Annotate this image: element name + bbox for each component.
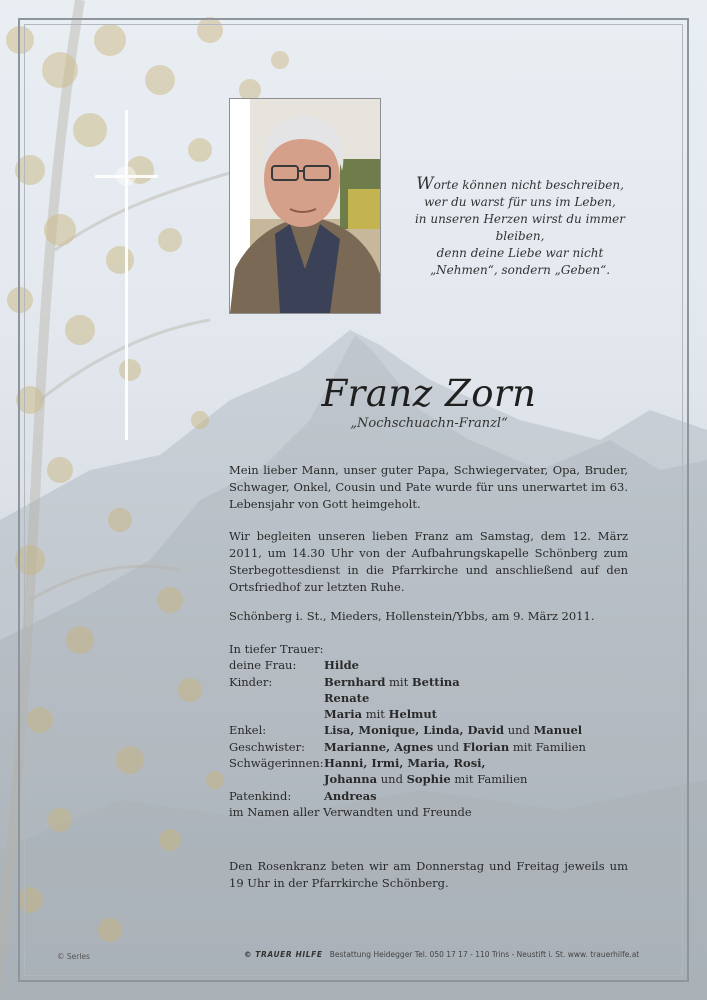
sibling-last: Florian (462, 739, 510, 754)
and-1: und (507, 723, 530, 738)
siblings-label: Geschwister: (229, 739, 305, 754)
mourners-list (229, 641, 628, 820)
inlaws-label: Schwägerinnen: (229, 756, 324, 771)
quote-line-1 (392, 176, 648, 194)
funeral-paragraph: Wir begleiten unseren lieben Franz am Samstag, dem 12. März 2011, um 14.30 Uhr von der Aufbahrungskapelle Schönberg zum Sterbegottesdienst in die Pfarrkirche und anschließend auf den Ortsfriedhof zur letzten Ruhe. (229, 529, 628, 594)
and-3: und (380, 772, 403, 787)
godchild-label: Patenkind: (229, 788, 292, 803)
quote-line-3: in unseren Herzen wirst du immer bleiben, (414, 212, 626, 243)
mourner-row-siblings (229, 739, 628, 755)
announcement-paragraph: Mein lieber Mann, unser guter Papa, Schwiegervater, Opa, Bruder, Schwager, Onkel, Cousin und Pate wurde für uns unerwartet im 63. Lebensjahr von Gott heimgeholt. (229, 463, 628, 511)
child-1: Bernhard (324, 674, 386, 689)
with-1: mit (389, 674, 409, 689)
quote-line-2: wer du warst für uns im Leben, (424, 195, 616, 209)
child-2: Renate (324, 690, 370, 705)
wife-name: Hilde (324, 658, 359, 673)
mourner-row-wife (229, 657, 628, 673)
rosary-paragraph: Den Rosenkranz beten wir am Donnerstag und Freitag jeweils um 19 Uhr in der Pfarrkirche Schönberg. (229, 859, 628, 890)
undertaker-contact: Bestattung Heidegger Tel. 050 17 17 - 110 Trins - Neustift i. St. www. trauerhilfe.at (329, 950, 640, 959)
families-1: mit Familien (512, 739, 586, 754)
footer-info-line (244, 950, 639, 959)
deceased-name: Franz Zorn (321, 372, 537, 415)
inlaws-names-2: Johanna (324, 772, 378, 787)
grandchild-last: Manuel (533, 723, 583, 738)
with-2: mit (365, 707, 385, 722)
mourners-closing: im Namen aller Verwandten und Freunde (229, 804, 472, 819)
inlaws-names-3: Sophie (406, 772, 451, 787)
siblings-names: Marianne, Agnes (324, 739, 434, 754)
and-2: und (436, 739, 460, 754)
photo-credit: © Serles (57, 952, 90, 961)
mourner-row-inlaws-2 (229, 771, 628, 787)
children-label: Kinder: (229, 674, 273, 689)
quote-line-5: „Nehmen“, sondern „Geben“. (429, 263, 611, 277)
mourner-row-children (229, 674, 628, 690)
place-date: Schönberg i. St., Mieders, Hollenstein/Ybbs, am 9. März 2011. (229, 609, 595, 623)
families-2: mit Familien (454, 772, 528, 787)
inlaws-names-1: Hanni, Irmi, Maria, Rosi, (324, 756, 486, 771)
deceased-nickname: „Nochschuachn-Franzl“ (350, 416, 508, 431)
quote-initial: W (416, 174, 434, 194)
grandchildren-names: Lisa, Monique, Linda, David (324, 723, 505, 738)
wife-label: deine Frau: (229, 658, 297, 673)
godchild-name: Andreas (324, 788, 377, 803)
child-1-partner: Bettina (411, 674, 460, 689)
quote-line-4: denn deine Liebe war nicht (436, 246, 604, 260)
child-3: Maria (324, 707, 363, 722)
portrait-photo (229, 98, 381, 314)
mourners-intro: In tiefer Trauer: (229, 642, 324, 656)
mourner-row-grandchildren (229, 722, 628, 738)
trauerhilfe-logo: © TRAUER HILFE (244, 950, 323, 959)
portrait-image (230, 99, 380, 313)
quote-line-1-text: orte können nicht beschreiben, (433, 178, 624, 192)
mourner-row-godchild (229, 788, 628, 804)
grandchildren-label: Enkel: (229, 723, 267, 738)
mourner-row-child-3 (229, 706, 628, 722)
child-3-partner: Helmut (388, 707, 437, 722)
mourner-row-child-2 (229, 690, 628, 706)
memorial-quote (392, 176, 648, 279)
mourner-row-inlaws (229, 755, 628, 771)
